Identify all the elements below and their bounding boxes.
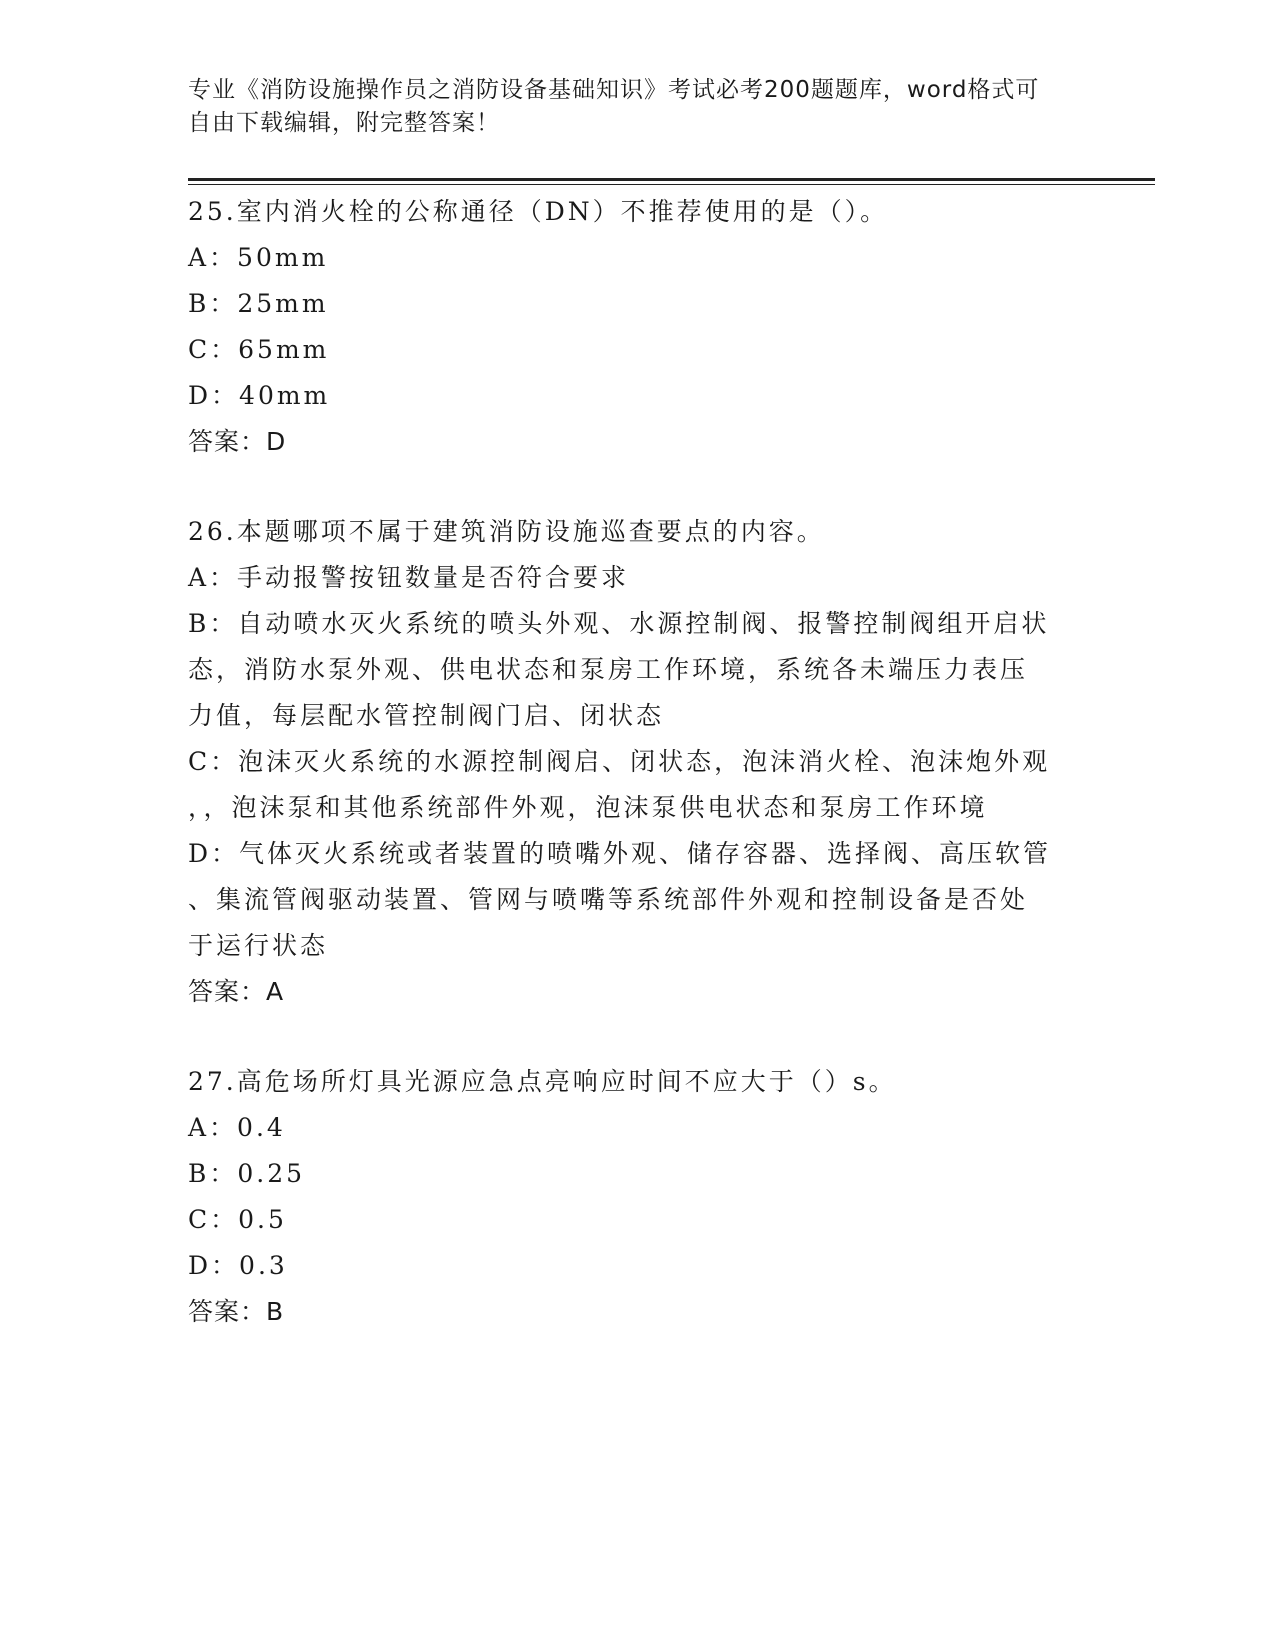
option-d: D：40mm — [188, 381, 331, 410]
option-d-line-1: D：气体灭火系统或者装置的喷嘴外观、储存容器、选择阀、高压软管 — [188, 839, 1052, 868]
option-d — [188, 831, 1088, 969]
option-b-line-3: 力值，每层配水管控制阀门启、闭状态 — [188, 701, 665, 730]
option-b-line-2: 态，消防水泵外观、供电状态和泵房工作环境，系统各未端压力表压 — [188, 655, 1029, 684]
question-list — [188, 189, 1088, 1335]
option-a: A：50mm — [188, 243, 329, 272]
option-c-line-2: ，，泡沫泵和其他系统部件外观，泡沫泵供电状态和泵房工作环境 — [188, 793, 988, 822]
header-rule-thick — [188, 178, 1155, 181]
answer: 答案：A — [188, 977, 285, 1006]
question-stem: 25.室内消火栓的公称通径（DN）不推荐使用的是（）。 — [188, 197, 889, 226]
option-d-line-3: 于运行状态 — [188, 931, 329, 960]
option-d-line-2: 、集流管阀驱动装置、管网与喷嘴等系统部件外观和控制设备是否处 — [188, 885, 1029, 914]
option-b: B：25mm — [188, 289, 329, 318]
document-header — [188, 74, 1068, 140]
option-b — [188, 601, 1088, 739]
option-b-line-1: B：自动喷水灭火系统的喷头外观、水源控制阀、报警控制阀组开启状 — [188, 609, 1050, 638]
option-a: A：0.4 — [188, 1113, 286, 1142]
header-rule-thin — [188, 184, 1155, 185]
option-d: D：0.3 — [188, 1251, 288, 1280]
option-c: C：65mm — [188, 335, 330, 364]
option-c: C：0.5 — [188, 1205, 287, 1234]
answer: 答案：B — [188, 1297, 285, 1326]
question-25 — [188, 189, 1088, 465]
header-line-2: 自由下载编辑，附完整答案！ — [188, 110, 500, 136]
option-a: A：手动报警按钮数量是否符合要求 — [188, 563, 630, 592]
question-26 — [188, 509, 1088, 1015]
header-line-1: 专业《消防设施操作员之消防设备基础知识》考试必考200题题库，word格式可 — [188, 77, 1040, 103]
option-c — [188, 739, 1088, 831]
option-b: B：0.25 — [188, 1159, 306, 1188]
question-stem: 27.高危场所灯具光源应急点亮响应时间不应大于（）s。 — [188, 1067, 897, 1096]
option-c-line-1: C：泡沫灭火系统的水源控制阀启、闭状态，泡沫消火栓、泡沫炮外观 — [188, 747, 1051, 776]
question-27 — [188, 1059, 1088, 1335]
answer: 答案：D — [188, 427, 287, 456]
question-stem: 26.本题哪项不属于建筑消防设施巡查要点的内容。 — [188, 517, 825, 546]
